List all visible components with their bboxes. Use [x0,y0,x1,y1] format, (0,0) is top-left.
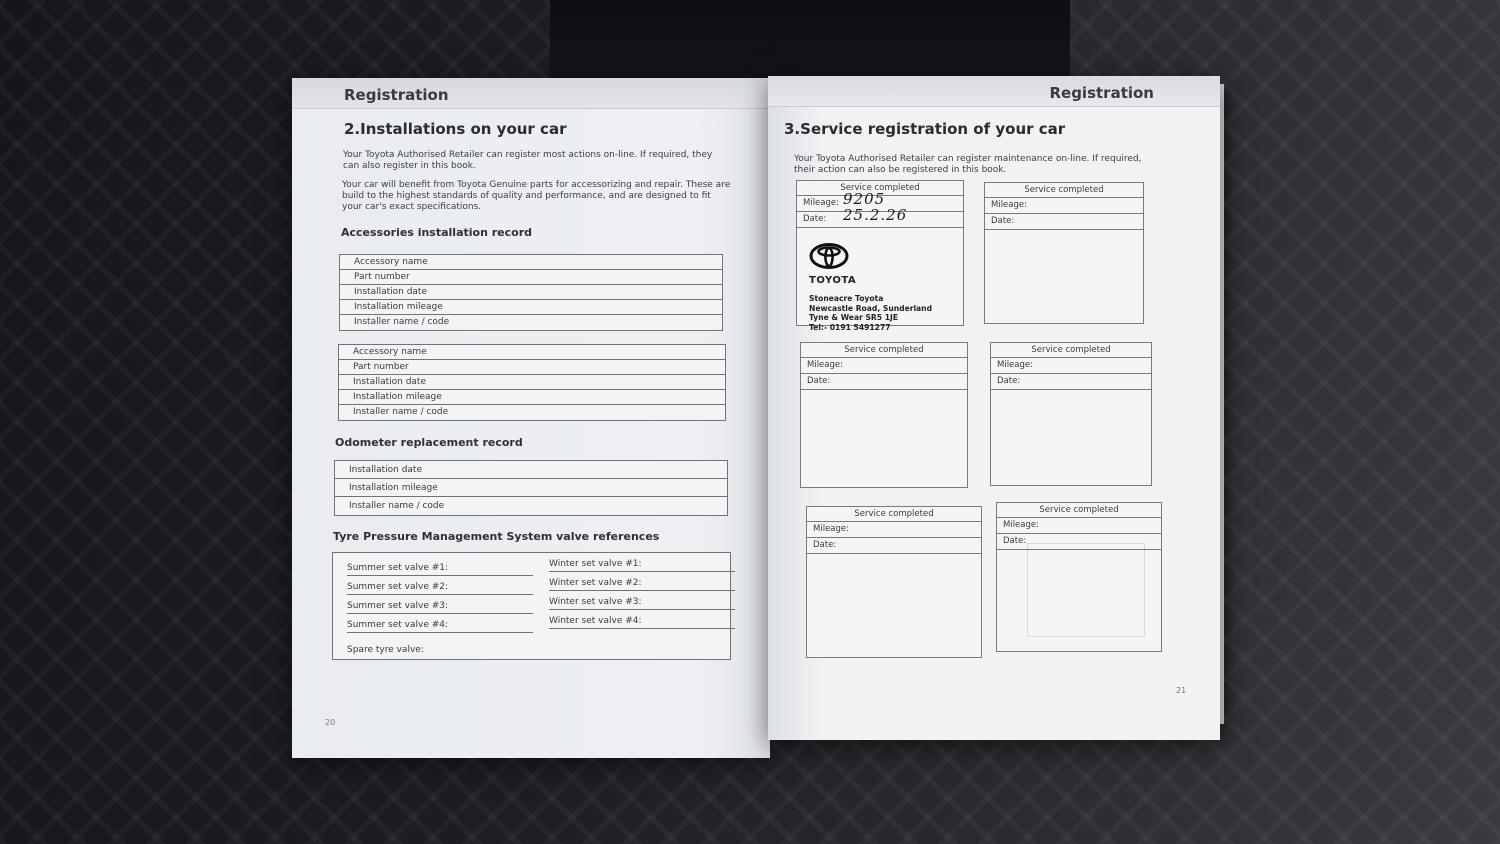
record-row: Installation mileage [335,479,727,497]
tpms-record [332,552,731,660]
odometer-title: Odometer replacement record [335,436,523,449]
mileage-line: Mileage: [991,358,1151,374]
date-line: Date: [807,538,981,554]
record-row: Installer name / code [353,407,449,417]
stamp-line: Tyne & Wear SR5 1JE [809,313,899,322]
service-box-title: Service completed [991,343,1151,358]
summer-valve: Summer set valve #4: [347,614,533,633]
record-row: Installation date [335,461,727,479]
left-header-title: Registration [344,86,449,104]
record-row: Part number [340,270,722,285]
service-heading: 3.Service registration of your car [784,120,1066,138]
date-line: Date: [801,374,967,390]
left-page [292,78,770,758]
record-row: Installation mileage [340,300,722,315]
right-header-title: Registration [1049,84,1154,102]
mileage-line: Mileage: [997,518,1161,534]
summer-valve: Summer set valve #3: [347,595,533,614]
tpms-title: Tyre Pressure Management System valve references [333,530,660,543]
winter-valves-column [549,553,735,629]
service-box-3 [800,342,968,488]
left-page-number: 20 [325,718,336,727]
service-box-4 [990,342,1152,486]
handwritten-mileage: 9205 [843,190,886,208]
right-header-band [768,76,1220,107]
right-page [768,76,1220,740]
intro-paragraph-1: Your Toyota Authorised Retailer can register most actions on-line. If required, they can also register in this book. [343,150,713,171]
date-line: Date: [991,374,1151,390]
stamp-line: Stoneacre Toyota [809,294,884,303]
record-row: Installation date [339,375,725,390]
intro-paragraph-2: Your car will benefit from Toyota Genuine parts for accessorizing and repair. These are build to the highest standards of quality and performance, and are designed to fit your car's exact specifications. [342,180,731,212]
service-box-1 [796,180,964,332]
service-intro: Your Toyota Authorised Retailer can register maintenance on-line. If required, their action can also be registered in this book. [794,154,1142,175]
record-row: Part number [339,360,725,375]
service-box-title: Service completed [985,183,1143,198]
service-box-6 [996,502,1162,652]
winter-valve: Winter set valve #1: [549,553,735,572]
winter-valve: Winter set valve #3: [549,591,735,610]
service-box-title: Service completed [801,343,967,358]
service-box-title: Service completed [997,503,1161,518]
summer-valves-column [347,557,533,633]
left-header-band [292,78,770,109]
mileage-line: Mileage: [801,358,967,374]
stamp-line: Newcastle Road, Sunderland [809,303,933,313]
spare-tyre-valve: Spare tyre valve: [347,645,424,655]
service-box-title: Service completed [797,181,963,196]
record-row: Accessory name [340,255,722,270]
right-page-number: 21 [1176,686,1187,695]
record-row: Installation mileage [339,390,725,405]
installations-heading: 2.Installations on your car [344,120,567,138]
stamp-brand: TOYOTA [809,275,857,286]
service-box-5 [806,506,982,658]
summer-valve: Summer set valve #1: [347,557,533,576]
handwritten-date: 25.2.26 [843,206,908,224]
stamp-line: Tel:- 0191 5491277 [809,322,891,332]
record-row: Installer name / code [354,317,450,327]
summer-valve: Summer set valve #2: [347,576,533,595]
mileage-line: Mileage: [985,198,1143,214]
toyota-logo-icon [809,243,849,269]
record-row: Accessory name [339,345,725,360]
date-line: Date: [985,214,1143,230]
service-box-title: Service completed [807,507,981,522]
date-line [797,206,963,228]
mileage-label: Mileage: [803,198,839,208]
record-row: Installation date [340,285,722,300]
date-label: Date: [803,214,827,224]
accessory-record-2 [338,344,726,421]
faint-stamp-outline [1027,543,1145,637]
record-row: Installer name / code [349,501,445,511]
accessories-title: Accessories installation record [341,226,533,239]
winter-valve: Winter set valve #2: [549,572,735,591]
date-line: Date: [997,534,1161,550]
mileage-line: Mileage: [807,522,981,538]
stamp-address [809,294,959,332]
accessory-record-1 [339,254,723,331]
winter-valve: Winter set valve #4: [549,610,735,629]
odometer-record [334,460,728,516]
dealer-stamp [809,243,959,332]
service-box-2 [984,182,1144,324]
